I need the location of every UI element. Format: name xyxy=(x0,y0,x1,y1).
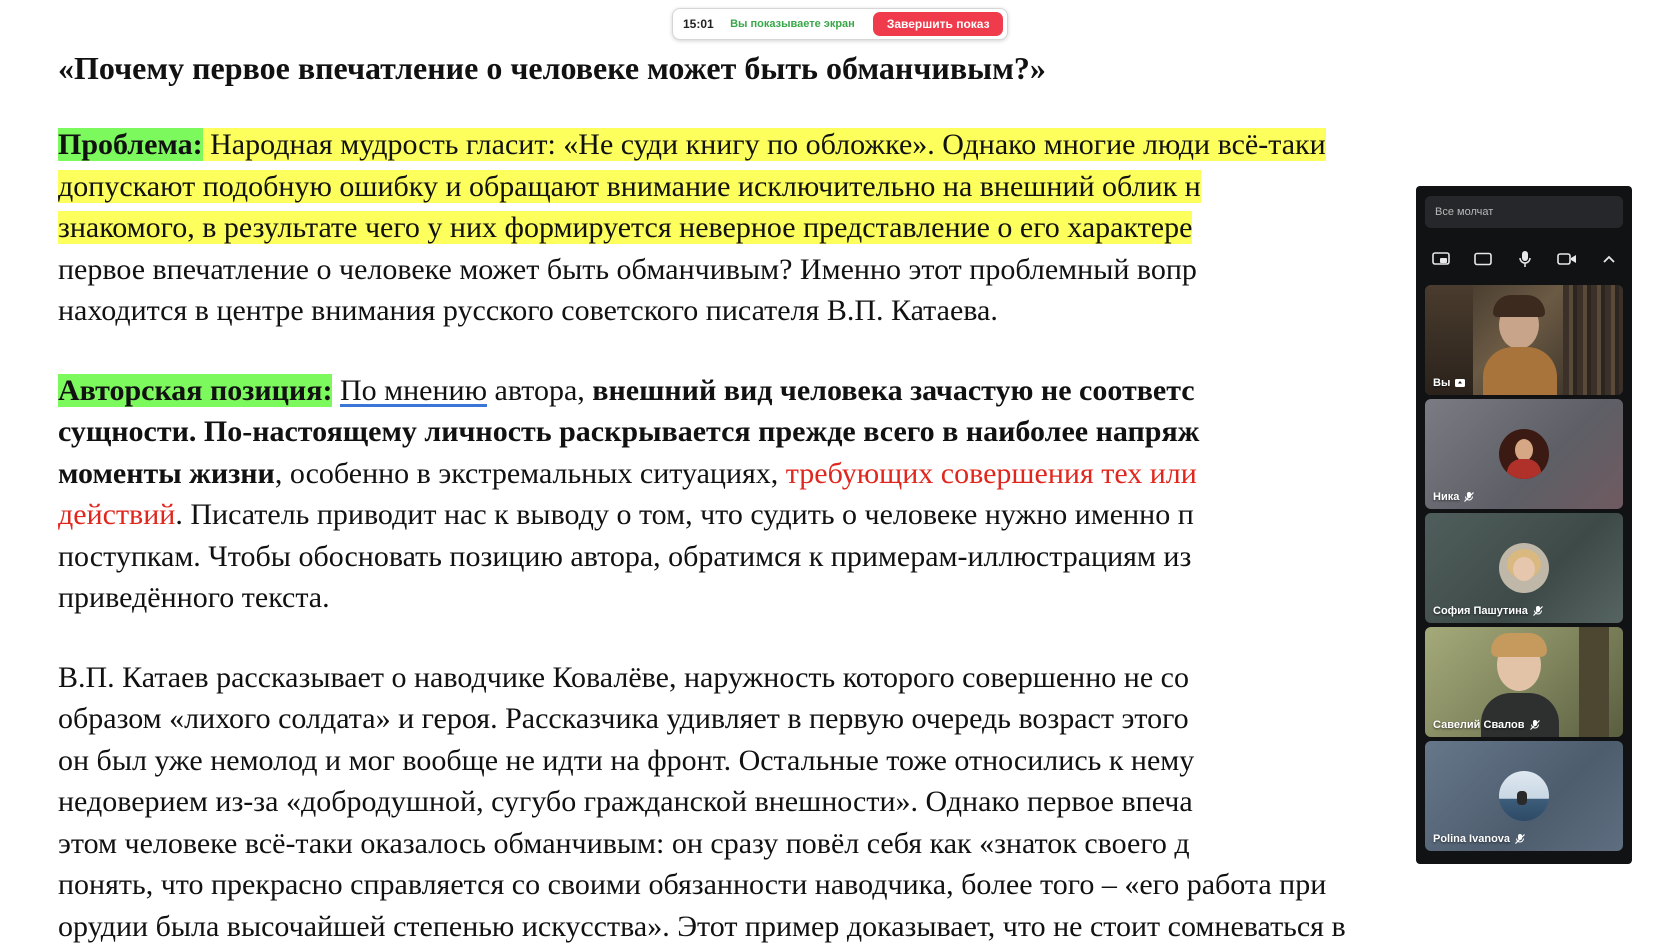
participant-name: Савелий Свалов xyxy=(1433,719,1525,731)
problem-label: Проблема: xyxy=(58,128,203,161)
text-line: Народная мудрость гласит: «Не суди книгу по обложке». Однако многие люди всё-таки xyxy=(203,128,1326,161)
text-fragment: , особенно в экстремальных ситуациях, xyxy=(275,457,786,490)
text-line: этом человеке всё-таки оказалось обманчивым: он сразу повёл себя как «знаток своего д xyxy=(58,823,1618,865)
avatar-robe xyxy=(1507,459,1541,479)
text-line: знакомого, в результате чего у них формируется неверное представление о его характере xyxy=(58,211,1192,244)
avatar xyxy=(1499,771,1549,821)
participant-tile-polina[interactable] xyxy=(1425,741,1623,851)
participant-tile-saveliy[interactable] xyxy=(1425,627,1623,737)
avatar xyxy=(1499,543,1549,593)
text-line: недоверием из-за «добродушной, сугубо гражданской внешности». Однако первое впеча xyxy=(58,781,1618,823)
text-line: орудии была высочайшей степенью искусства». Этот пример доказывает, что не стоит сомневаться в xyxy=(58,906,1618,947)
problem-paragraph xyxy=(58,124,1618,332)
text-line: образом «лихого солдата» и героя. Рассказчика удивляет в первую очередь возраст этого xyxy=(58,698,1618,740)
participant-label xyxy=(1433,491,1475,503)
avatar-face xyxy=(1513,557,1535,581)
mic-off-icon xyxy=(1532,605,1544,617)
door-background xyxy=(1579,627,1609,737)
bookshelf-background xyxy=(1563,285,1623,395)
red-fragment: требующих совершения тех или xyxy=(786,457,1197,490)
avatar xyxy=(1499,429,1549,479)
document xyxy=(58,48,1618,947)
screen-share-banner xyxy=(672,8,1008,40)
participant-hair xyxy=(1491,633,1547,657)
chevron-up-icon[interactable] xyxy=(1598,248,1620,270)
text-line xyxy=(58,453,1618,495)
speaking-status: Все молчат xyxy=(1425,196,1623,228)
text-line xyxy=(58,124,1618,166)
text-fragment: автора, xyxy=(487,374,592,407)
red-fragment: действий xyxy=(58,498,175,531)
text-line xyxy=(58,494,1618,536)
participant-label xyxy=(1433,719,1541,731)
window-icon[interactable] xyxy=(1472,248,1494,270)
call-controls xyxy=(1430,248,1620,270)
bold-fragment: внешний вид человека зачастую не соответс xyxy=(592,374,1194,407)
video-call-panel xyxy=(1416,186,1632,864)
text-fragment: . Писатель приводит нас к выводу о том, что судить о человеке нужно именно п xyxy=(175,498,1193,531)
text-line: приведённого текста. xyxy=(58,577,1618,619)
share-status-text: Вы показываете экран xyxy=(730,18,873,30)
text-line: он был уже немолод и мог вообще не идти на фронт. Остальные тоже относились к нему xyxy=(58,740,1618,782)
microphone-icon[interactable] xyxy=(1514,248,1536,270)
text-line: понять, что прекрасно справляется со своими обязанности наводчика, более того – «его работа при xyxy=(58,864,1618,906)
author-position-label: Авторская позиция: xyxy=(58,374,332,407)
text-line: допускают подобную ошибку и обращают внимание исключительно на внешний облик н xyxy=(58,170,1201,203)
participant-label xyxy=(1433,377,1466,389)
document-title: «Почему первое впечатление о человеке может быть обманчивым?» xyxy=(58,48,1618,88)
example-paragraph xyxy=(58,657,1618,947)
participant-label xyxy=(1433,833,1526,845)
mic-off-icon xyxy=(1463,491,1475,503)
screen-share-icon[interactable] xyxy=(1430,248,1452,270)
participant-name: Polina Ivanova xyxy=(1433,833,1510,845)
participant-name: Вы xyxy=(1433,377,1450,389)
camera-icon[interactable] xyxy=(1556,248,1578,270)
participant-tile-self[interactable] xyxy=(1425,285,1623,395)
text-line xyxy=(58,166,1618,208)
text-line xyxy=(58,370,1618,412)
text-line: находится в центре внимания русского советского писателя В.П. Катаева. xyxy=(58,290,1618,332)
participant-tile-nika[interactable] xyxy=(1425,399,1623,509)
text-line: первое впечатление о человеке может быть обманчивым? Именно этот проблемный вопр xyxy=(58,249,1618,291)
text-line: В.П. Катаев рассказывает о наводчике Ковалёве, наружность которого совершенно не со xyxy=(58,657,1618,699)
text-line xyxy=(58,207,1618,249)
bold-fragment: моменты жизни xyxy=(58,457,275,490)
participant-tile-sofia[interactable] xyxy=(1425,513,1623,623)
text-line: сущности. По-настоящему личность раскрывается прежде всего в наиболее напряж xyxy=(58,411,1618,453)
participant-hair xyxy=(1493,295,1545,317)
stop-sharing-button[interactable]: Завершить показ xyxy=(873,12,1003,36)
avatar-figure xyxy=(1517,791,1527,805)
screen-share-icon xyxy=(1454,377,1466,389)
author-position-paragraph xyxy=(58,370,1618,619)
text-line: поступкам. Чтобы обосновать позицию автора, обратимся к примерам-иллюстрациям из xyxy=(58,536,1618,578)
underlined-phrase: По мнению xyxy=(340,374,487,407)
participant-name: София Пашутина xyxy=(1433,605,1528,617)
participant-body xyxy=(1483,347,1557,395)
mic-off-icon xyxy=(1529,719,1541,731)
mic-off-icon xyxy=(1514,833,1526,845)
share-timer: 15:01 xyxy=(683,17,730,31)
participant-label xyxy=(1433,605,1544,617)
participant-name: Ника xyxy=(1433,491,1459,503)
avatar-face xyxy=(1515,439,1533,461)
